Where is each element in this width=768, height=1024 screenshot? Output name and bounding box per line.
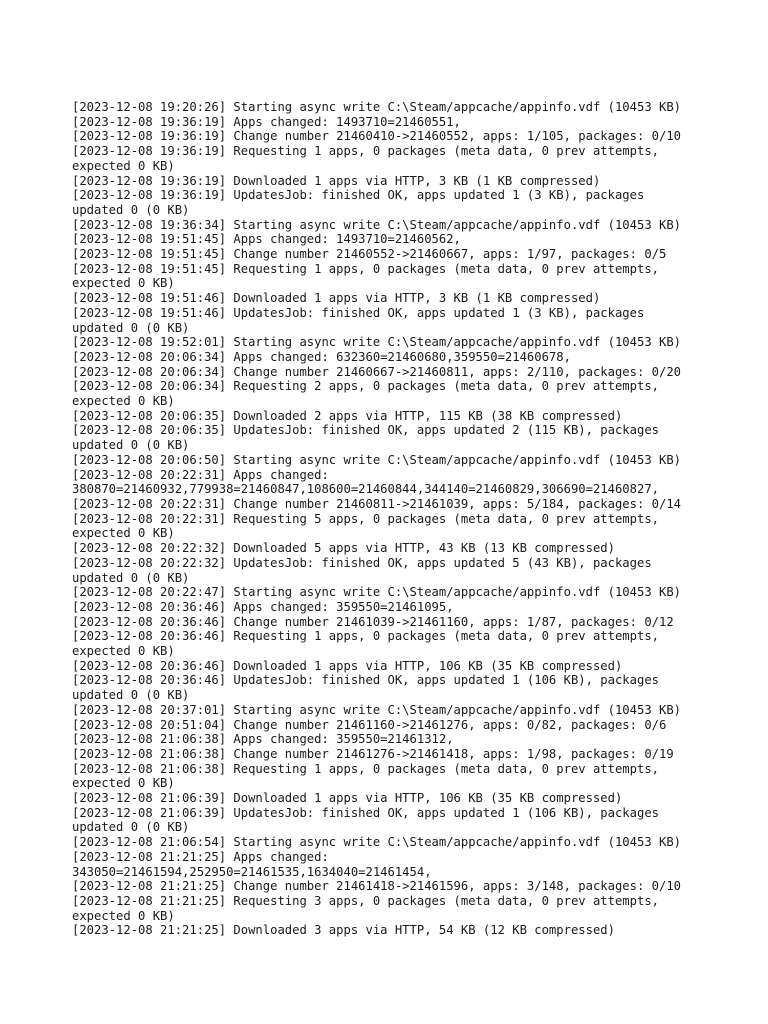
log-line: expected 0 KB) [72, 158, 175, 173]
log-line: [2023-12-08 21:06:39] Downloaded 1 apps via HTTP, 106 KB (35 KB compressed) [72, 791, 623, 806]
log-line: updated 0 (0 KB) [72, 820, 190, 835]
log-text-block [72, 100, 712, 938]
log-line: [2023-12-08 21:06:39] UpdatesJob: finished OK, apps updated 1 (106 KB), packages [72, 805, 659, 820]
log-line: [2023-12-08 21:06:38] Apps changed: 359550=21461312, [72, 732, 454, 747]
log-line: updated 0 (0 KB) [72, 570, 190, 585]
log-line: [2023-12-08 19:51:45] Change number 21460552->21460667, apps: 1/97, packages: 0/5 [72, 247, 667, 262]
log-line: [2023-12-08 20:36:46] Change number 21461039->21461160, apps: 1/87, packages: 0/12 [72, 614, 674, 629]
log-line: [2023-12-08 20:06:35] Downloaded 2 apps via HTTP, 115 KB (38 KB compressed) [72, 408, 623, 423]
log-line: [2023-12-08 19:36:34] Starting async write C:\Steam/appcache/appinfo.vdf (10453 KB) [72, 217, 682, 232]
log-line: 380870=21460932,779938=21460847,108600=21460844,344140=21460829,306690=21460827, [72, 482, 659, 497]
log-line: [2023-12-08 20:22:31] Apps changed: [72, 467, 329, 482]
log-line: updated 0 (0 KB) [72, 320, 190, 335]
log-line: [2023-12-08 19:51:46] UpdatesJob: finished OK, apps updated 1 (3 KB), packages [72, 305, 645, 320]
log-line: [2023-12-08 19:51:45] Requesting 1 apps, 0 packages (meta data, 0 prev attempts, [72, 261, 659, 276]
log-line: [2023-12-08 21:21:25] Change number 21461418->21461596, apps: 3/148, packages: 0/10 [72, 879, 682, 894]
log-line: [2023-12-08 20:06:50] Starting async write C:\Steam/appcache/appinfo.vdf (10453 KB) [72, 452, 682, 467]
log-line: expected 0 KB) [72, 394, 175, 409]
log-line: expected 0 KB) [72, 776, 175, 791]
log-line: [2023-12-08 19:36:19] Change number 21460410->21460552, apps: 1/105, packages: 0/10 [72, 129, 682, 144]
log-line: [2023-12-08 20:06:34] Apps changed: 632360=21460680,359550=21460678, [72, 349, 571, 364]
log-line: [2023-12-08 20:36:46] Apps changed: 359550=21461095, [72, 599, 454, 614]
log-line: [2023-12-08 20:22:32] Downloaded 5 apps via HTTP, 43 KB (13 KB compressed) [72, 541, 615, 556]
log-line: [2023-12-08 21:06:38] Requesting 1 apps, 0 packages (meta data, 0 prev attempts, [72, 761, 659, 776]
log-line: [2023-12-08 19:20:26] Starting async write C:\Steam/appcache/appinfo.vdf (10453 KB) [72, 100, 682, 114]
log-line: [2023-12-08 20:22:47] Starting async write C:\Steam/appcache/appinfo.vdf (10453 KB) [72, 585, 682, 600]
log-line: expected 0 KB) [72, 526, 175, 541]
log-line: 343050=21461594,252950=21461535,1634040=21461454, [72, 864, 432, 879]
log-line: [2023-12-08 20:22:31] Change number 21460811->21461039, apps: 5/184, packages: 0/14 [72, 496, 682, 511]
log-line: expected 0 KB) [72, 276, 175, 291]
log-line: [2023-12-08 19:51:46] Downloaded 1 apps via HTTP, 3 KB (1 KB compressed) [72, 291, 601, 306]
log-line: [2023-12-08 20:51:04] Change number 21461160->21461276, apps: 0/82, packages: 0/6 [72, 717, 667, 732]
log-line: [2023-12-08 20:22:32] UpdatesJob: finished OK, apps updated 5 (43 KB), packages [72, 555, 652, 570]
log-line: [2023-12-08 20:37:01] Starting async write C:\Steam/appcache/appinfo.vdf (10453 KB) [72, 702, 682, 717]
log-line: [2023-12-08 20:36:46] Requesting 1 apps, 0 packages (meta data, 0 prev attempts, [72, 629, 659, 644]
log-line: [2023-12-08 19:36:19] Requesting 1 apps, 0 packages (meta data, 0 prev attempts, [72, 144, 659, 159]
log-line: [2023-12-08 19:51:45] Apps changed: 1493710=21460562, [72, 232, 461, 247]
log-line: [2023-12-08 20:06:34] Requesting 2 apps, 0 packages (meta data, 0 prev attempts, [72, 379, 659, 394]
log-line: expected 0 KB) [72, 644, 175, 659]
log-line: [2023-12-08 21:06:38] Change number 21461276->21461418, apps: 1/98, packages: 0/19 [72, 746, 674, 761]
log-line: [2023-12-08 20:06:35] UpdatesJob: finished OK, apps updated 2 (115 KB), packages [72, 423, 659, 438]
log-line: [2023-12-08 19:36:19] Downloaded 1 apps via HTTP, 3 KB (1 KB compressed) [72, 173, 601, 188]
log-line: [2023-12-08 21:21:25] Downloaded 3 apps via HTTP, 54 KB (12 KB compressed) [72, 923, 615, 938]
log-line: [2023-12-08 21:21:25] Apps changed: [72, 849, 329, 864]
log-line: [2023-12-08 20:22:31] Requesting 5 apps, 0 packages (meta data, 0 prev attempts, [72, 511, 659, 526]
log-line: [2023-12-08 21:21:25] Requesting 3 apps, 0 packages (meta data, 0 prev attempts, [72, 893, 659, 908]
log-line: [2023-12-08 21:06:54] Starting async write C:\Steam/appcache/appinfo.vdf (10453 KB) [72, 835, 682, 850]
log-line: [2023-12-08 19:52:01] Starting async write C:\Steam/appcache/appinfo.vdf (10453 KB) [72, 335, 682, 350]
log-line: updated 0 (0 KB) [72, 438, 190, 453]
log-line: [2023-12-08 20:36:46] UpdatesJob: finished OK, apps updated 1 (106 KB), packages [72, 673, 659, 688]
log-line: [2023-12-08 20:36:46] Downloaded 1 apps via HTTP, 106 KB (35 KB compressed) [72, 658, 623, 673]
log-line: expected 0 KB) [72, 908, 175, 923]
log-line: [2023-12-08 19:36:19] Apps changed: 1493710=21460551, [72, 114, 461, 129]
log-line: [2023-12-08 19:36:19] UpdatesJob: finished OK, apps updated 1 (3 KB), packages [72, 188, 645, 203]
log-line: updated 0 (0 KB) [72, 202, 190, 217]
log-line: updated 0 (0 KB) [72, 688, 190, 703]
log-line: [2023-12-08 20:06:34] Change number 21460667->21460811, apps: 2/110, packages: 0/20 [72, 364, 682, 379]
